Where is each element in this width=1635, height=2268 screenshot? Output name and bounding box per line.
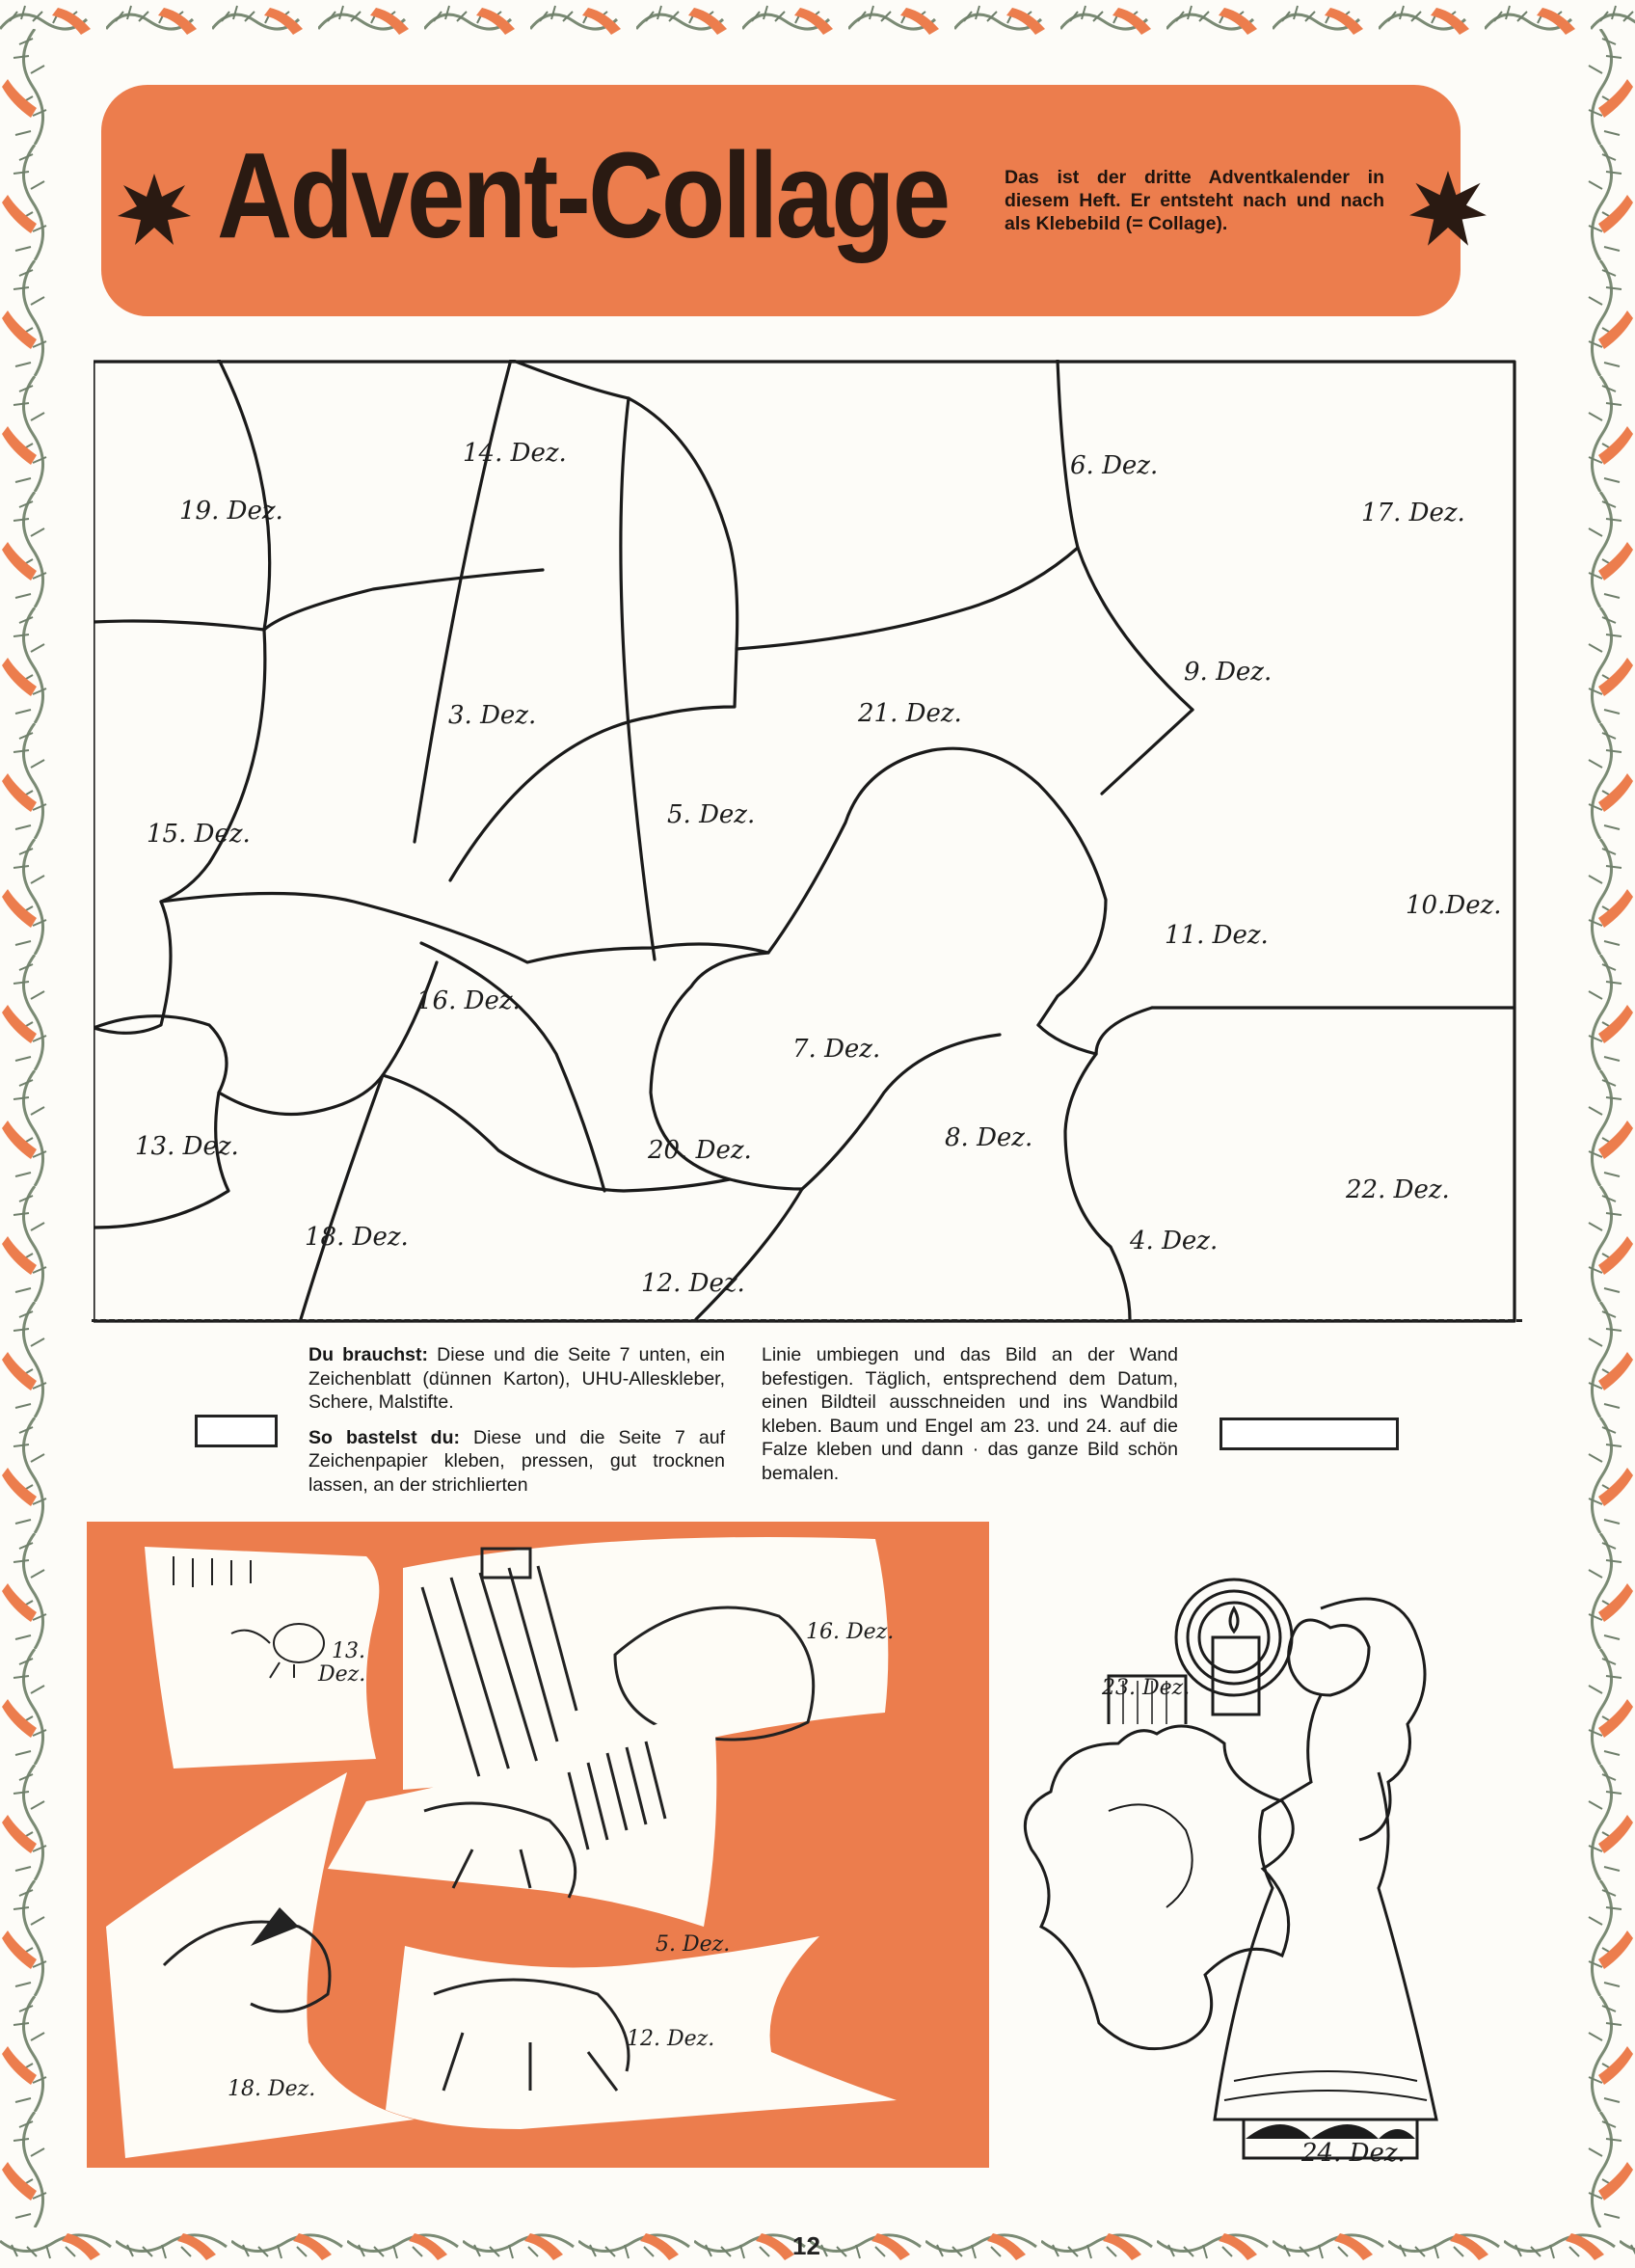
piece-border-10-top-curve (1193, 675, 1360, 803)
title-description: Das ist der dritte Adventkalender in diesem Heft. Er entsteht nach und nach als Klebebild (= Collage). (1005, 167, 1384, 234)
star-icon (116, 172, 193, 249)
piece-border-10-top (1102, 692, 1514, 794)
collage-12-label: 12. Dez. (627, 2027, 715, 2051)
piece-border-7-20 (421, 943, 604, 1191)
piece-border-5-21 (621, 398, 655, 959)
collage-13-label: 13. (332, 1639, 365, 1663)
piece-5-label: 5. Dez. (667, 800, 756, 829)
piece-18-label: 18. Dez. (305, 1223, 409, 1252)
need-text: Diese und die Seite 7 unten, ein Zeichenblatt (dünnen Karton), UHU-Alleskleber, Schere, Malstifte. (308, 1344, 725, 1413)
piece-border-11-bottom (1038, 1025, 1096, 1054)
piece-13-label: 13. Dez. (135, 1132, 239, 1161)
garland-border-right (1564, 29, 1635, 2228)
piece-7-label: 7. Dez. (792, 1035, 881, 1064)
garland-left-icon (0, 29, 67, 2228)
how-block (308, 1426, 725, 1498)
tree-foliage (1025, 1726, 1293, 2049)
puzzle-frame (94, 362, 1514, 1321)
piece-border-19 (94, 360, 270, 630)
piece-3-label: 3. Dez. (448, 701, 537, 730)
piece-14-label: 14. Dez. (463, 439, 567, 468)
piece-4-label: 4. Dez. (1130, 1227, 1219, 1256)
angel-label: 24. Dez. (1301, 2139, 1406, 2168)
how-heading: So bastelst du: (308, 1426, 460, 1448)
instructions-column-2: Linie umbiegen und das Bild an der Wand befestigen. Täglich, entsprechend dem Datum, einen Bildteil ausschneiden und ins Wandbild kleben. Baum und Engel am 23. und 24. auf die Falze kleben und dann · das ganze Bild schön bemalen. (762, 1344, 1178, 1484)
piece-border-15-16 (94, 902, 171, 1033)
collage-13-label-dez: Dez. (318, 1662, 366, 1687)
piece-11-label: 11. Dez. (1165, 921, 1269, 950)
need-block (308, 1343, 725, 1415)
collage-5-label: 5. Dez. (656, 1932, 731, 1957)
piece-9-label: 9. Dez. (1184, 658, 1273, 687)
dashed-fold-line (92, 1319, 1522, 1322)
piece-border-14 (264, 570, 543, 630)
piece-17-label: 17. Dez. (1361, 499, 1465, 527)
piece-22-label: 22. Dez. (1346, 1175, 1450, 1204)
fold-slot-right (1220, 1418, 1399, 1450)
piece-border-10-11 (1102, 698, 1514, 794)
angel-tree-illustration (993, 1522, 1533, 2187)
piece-10-label: 10.Dez. (1406, 891, 1502, 920)
piece-border-10-9 (1102, 710, 1193, 794)
piece-border-9-17 (1078, 548, 1193, 710)
garland-border-left (0, 29, 67, 2228)
piece-border-13 (94, 1016, 228, 1228)
piece-6-label: 6. Dez. (1070, 451, 1159, 480)
piece-border-4 (908, 1050, 1096, 1319)
collage-panel (87, 1522, 989, 2168)
piece-15-label: 15. Dez. (147, 820, 251, 849)
piece-border-16-bottom (219, 1075, 383, 1115)
need-heading: Du brauchst: (308, 1344, 428, 1365)
how-text: Diese und die Seite 7 auf Zeichenpapier kleben, pressen, gut trocknen lassen, an der strichlierten (308, 1426, 725, 1496)
piece-border-6-9 (737, 548, 1078, 649)
garland-right-icon (1564, 29, 1635, 2228)
piece-16-label: 16. Dez. (416, 986, 521, 1015)
garland-top-icon (0, 0, 1635, 42)
page-title: Advent-Collage (217, 127, 949, 263)
collage-18-label: 18. Dez. (228, 2077, 316, 2101)
puzzle-map (94, 360, 1518, 1324)
piece-20-label: 20. Dez. (648, 1136, 752, 1165)
piece-8-label: 8. Dez. (945, 1123, 1033, 1152)
piece-19-label: 19. Dez. (179, 497, 283, 526)
fold-slot-left-box (195, 1415, 278, 1447)
piece-border-22-top (1096, 1008, 1152, 1054)
piece-border-22 (1065, 1054, 1130, 1319)
piece-21-label: 21. Dez. (858, 699, 962, 728)
piece-border-5-left (415, 360, 511, 842)
page-number: 12 (792, 2231, 820, 2260)
star-icon (1407, 169, 1488, 250)
tree-label: 23. Dez. (1102, 1676, 1191, 1700)
piece-12-label: 12. Dez. (641, 1269, 745, 1298)
collage-16-label: 16. Dez. (806, 1620, 895, 1644)
garland-border-top (0, 0, 1635, 42)
instructions-column-1 (308, 1343, 725, 1497)
piece-border-3-15 (161, 630, 265, 902)
